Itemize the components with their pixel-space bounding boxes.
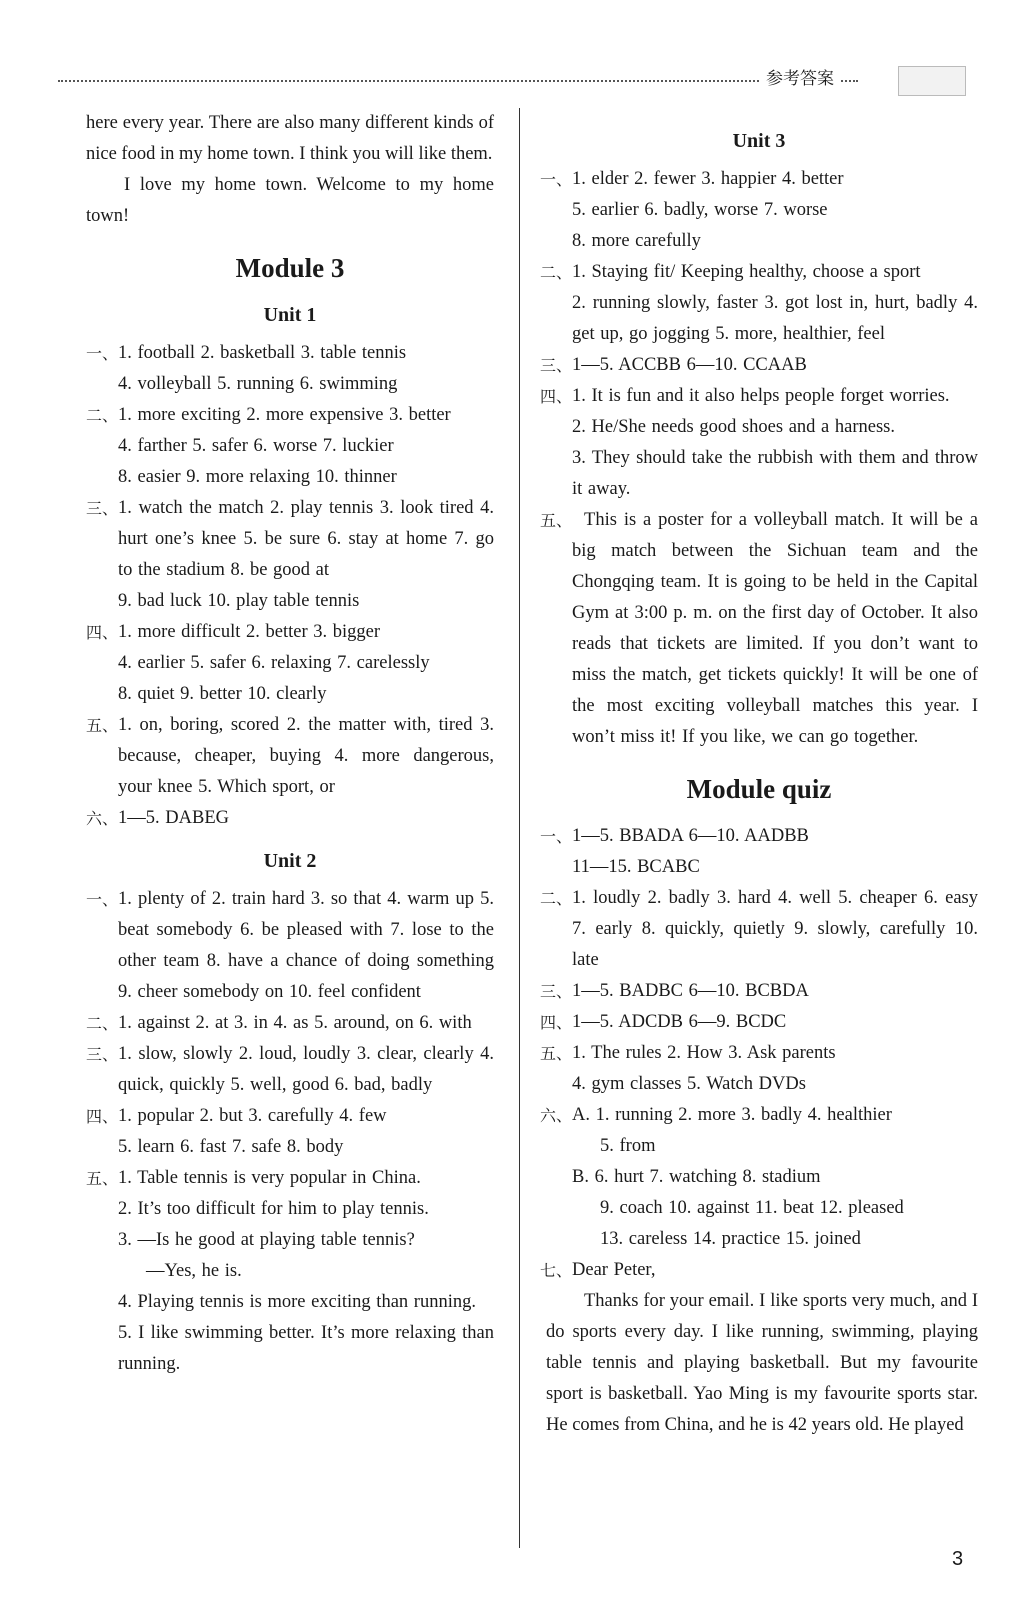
answer-line: 1. more exciting 2. more expensive 3. better bbox=[118, 405, 451, 425]
unit3-section-5 bbox=[540, 505, 978, 753]
header-label: 参考答案 bbox=[760, 64, 840, 89]
answer-line: 5. from bbox=[600, 1136, 656, 1156]
unit3-section-4 bbox=[540, 381, 978, 505]
section-label: 六、 bbox=[540, 1106, 573, 1125]
quiz-section-1 bbox=[540, 821, 978, 883]
answer-line: 1. The rules 2. How 3. Ask parents bbox=[572, 1043, 836, 1063]
header-decoration-box bbox=[898, 66, 966, 96]
quiz-section-4 bbox=[540, 1007, 978, 1038]
unit3-section-2 bbox=[540, 257, 978, 350]
section-label: 四、 bbox=[540, 387, 573, 406]
module-quiz-title: Module quiz bbox=[686, 774, 832, 804]
answer-line: 2. It’s too difficult for him to play tennis. bbox=[118, 1199, 429, 1219]
header-dotted-line bbox=[58, 80, 858, 82]
unit1-section-1 bbox=[86, 338, 494, 400]
answer-line: 1. more difficult 2. better 3. bigger bbox=[118, 622, 381, 642]
answer-text: 1. watch the match 2. play tennis 3. look tired 4. hurt one’s knee 5. be sure 6. stay at home 7. go to the stadium 8. be good at bbox=[118, 498, 494, 580]
answer-line: 5. earlier 6. badly, worse 7. worse bbox=[572, 200, 828, 220]
section-label: 五、 bbox=[86, 716, 119, 735]
section-label: 一、 bbox=[86, 344, 119, 363]
answer-line: 4. earlier 5. safer 6. relaxing 7. carelessly bbox=[118, 653, 430, 673]
answer-line: 4. farther 5. safer 6. worse 7. luckier bbox=[118, 436, 394, 456]
section-label: 二、 bbox=[86, 1014, 119, 1033]
answer-line: 2. He/She needs good shoes and a harness. bbox=[572, 417, 895, 437]
answer-line: 8. quiet 9. better 10. clearly bbox=[118, 684, 327, 704]
answer-line: 5. I like swimming better. It’s more relaxing than running. bbox=[118, 1323, 494, 1374]
answer-line: 13. careless 14. practice 15. joined bbox=[600, 1229, 861, 1249]
answer-line: 1. Staying fit/ Keeping healthy, choose a sport bbox=[572, 262, 921, 282]
unit2-section-1 bbox=[86, 884, 494, 1008]
answer-line: 8. more carefully bbox=[572, 231, 701, 251]
answer-text: 1. slow, slowly 2. loud, loudly 3. clear, clearly 4. quick, quickly 5. well, good 6. bad, badly bbox=[118, 1044, 494, 1095]
letter-salutation: Dear Peter, bbox=[572, 1260, 656, 1280]
section-label: 三、 bbox=[540, 982, 573, 1001]
section-label: 四、 bbox=[86, 1107, 119, 1126]
section-label: 二、 bbox=[540, 889, 573, 908]
page-number: 3 bbox=[952, 1548, 964, 1570]
answer-line: 1—5. DABEG bbox=[118, 808, 229, 828]
answer-line: 1—5. BBADA 6—10. AADBB bbox=[572, 826, 809, 846]
section-label: 三、 bbox=[86, 499, 119, 518]
answer-line: —Yes, he is. bbox=[146, 1261, 242, 1281]
answer-line: B. 6. hurt 7. watching 8. stadium bbox=[572, 1167, 821, 1187]
answer-line: 1—5. ACCBB 6—10. CCAAB bbox=[572, 355, 807, 375]
quiz-section-3 bbox=[540, 976, 978, 1007]
answer-line: 1—5. BADBC 6—10. BCBDA bbox=[572, 981, 809, 1001]
unit1-section-2 bbox=[86, 400, 494, 493]
unit1-section-4 bbox=[86, 617, 494, 710]
unit3-section-1 bbox=[540, 164, 978, 257]
section-label: 五、 bbox=[540, 1044, 573, 1063]
left-column bbox=[86, 108, 494, 1380]
answer-line: 5. learn 6. fast 7. safe 8. body bbox=[118, 1137, 344, 1157]
answer-line: A. 1. running 2. more 3. badly 4. healthier bbox=[572, 1105, 892, 1125]
section-label: 一、 bbox=[86, 890, 119, 909]
answer-text: 1. against 2. at 3. in 4. as 5. around, on 6. with bbox=[118, 1013, 472, 1033]
unit-3-title: Unit 3 bbox=[732, 130, 786, 152]
quiz-section-2 bbox=[540, 883, 978, 976]
answer-text: 3. They should take the rubbish with them and throw it away. bbox=[572, 448, 978, 499]
intro-paragraph-2: I love my home town. Welcome to my home town! bbox=[86, 175, 494, 226]
unit1-section-3 bbox=[86, 493, 494, 617]
answer-paragraph: This is a poster for a volleyball match. It will be a big match between the Sichuan team and the Chongqing team. It is going to be held in the Capital Gym at 3:00 p. m. on the first day of October. It also reads that tickets are limited. If you don’t want to miss the match, get tickets quickly! It will be one of the most exciting volleyball matches this year. I won’t miss it! If you like, we can go together. bbox=[572, 510, 978, 747]
unit-2-title: Unit 2 bbox=[263, 850, 317, 872]
quiz-section-7 bbox=[540, 1255, 978, 1286]
answer-text: 2. running slowly, faster 3. got lost in, hurt, badly 4. get up, go jogging 5. more, healthier, feel bbox=[572, 293, 978, 344]
answer-line: 3. —Is he good at playing table tennis? bbox=[118, 1230, 415, 1250]
section-label: 一、 bbox=[540, 170, 573, 189]
section-label: 二、 bbox=[86, 406, 119, 425]
unit2-section-3 bbox=[86, 1039, 494, 1101]
section-label: 六、 bbox=[86, 809, 119, 828]
section-label: 四、 bbox=[540, 1013, 573, 1032]
answer-text: 1. on, boring, scored 2. the matter with, tired 3. because, cheaper, buying 4. more dangerous, your knee 5. Which sport, or bbox=[118, 715, 494, 797]
answer-line: 1—5. ADCDB 6—9. BCDC bbox=[572, 1012, 787, 1032]
unit1-section-6 bbox=[86, 803, 494, 834]
section-label: 二、 bbox=[540, 263, 573, 282]
quiz-section-6 bbox=[540, 1100, 978, 1255]
letter-body: Thanks for your email. I like sports very much, and I do sports every day. I like running, swimming, playing table tennis and playing basketball. But my favourite sport is basketball. Yao Ming is my favourite sports star. He comes from China, and he is 42 years old. He played bbox=[546, 1291, 978, 1435]
answer-text: 1. plenty of 2. train hard 3. so that 4. warm up 5. beat somebody 6. be pleased with 7. lose to the other team 8. have a chance of doing something 9. cheer somebody on 10. feel confident bbox=[118, 889, 494, 1002]
unit-1-title: Unit 1 bbox=[263, 304, 317, 326]
column-divider bbox=[519, 108, 520, 1548]
answer-line: 1. elder 2. fewer 3. happier 4. better bbox=[572, 169, 844, 189]
answer-text: 1. loudly 2. badly 3. hard 4. well 5. cheaper 6. easy 7. early 8. quickly, quietly 9. slowly, carefully 10. late bbox=[572, 888, 978, 970]
unit1-section-5 bbox=[86, 710, 494, 803]
section-label: 三、 bbox=[86, 1045, 119, 1064]
answer-line: 4. Playing tennis is more exciting than running. bbox=[118, 1292, 476, 1312]
section-label: 五、 bbox=[86, 1169, 119, 1188]
answer-line: 1. popular 2. but 3. carefully 4. few bbox=[118, 1106, 387, 1126]
answer-line: 4. volleyball 5. running 6. swimming bbox=[118, 374, 398, 394]
unit3-section-3 bbox=[540, 350, 978, 381]
unit2-section-2 bbox=[86, 1008, 494, 1039]
section-label: 四、 bbox=[86, 623, 119, 642]
unit2-section-4 bbox=[86, 1101, 494, 1163]
right-column bbox=[540, 108, 978, 1441]
section-label: 七、 bbox=[540, 1261, 573, 1280]
section-label: 五、 bbox=[540, 511, 573, 530]
answer-line: 1. football 2. basketball 3. table tennis bbox=[118, 343, 407, 363]
unit2-section-5 bbox=[86, 1163, 494, 1380]
answer-line: 9. bad luck 10. play table tennis bbox=[118, 591, 360, 611]
quiz-section-5 bbox=[540, 1038, 978, 1100]
answer-line: 1. Table tennis is very popular in China. bbox=[118, 1168, 421, 1188]
answer-line: 8. easier 9. more relaxing 10. thinner bbox=[118, 467, 397, 487]
section-label: 一、 bbox=[540, 827, 573, 846]
answer-line: 1. It is fun and it also helps people forget worries. bbox=[572, 386, 950, 406]
answer-line: 9. coach 10. against 11. beat 12. pleased bbox=[600, 1198, 904, 1218]
answer-line: 11—15. BCABC bbox=[572, 857, 700, 877]
section-label: 三、 bbox=[540, 356, 573, 375]
intro-paragraph-1: here every year. There are also many different kinds of nice food in my home town. I think you will like them. bbox=[86, 113, 494, 164]
answer-line: 4. gym classes 5. Watch DVDs bbox=[572, 1074, 806, 1094]
module-title: Module 3 bbox=[235, 253, 345, 283]
